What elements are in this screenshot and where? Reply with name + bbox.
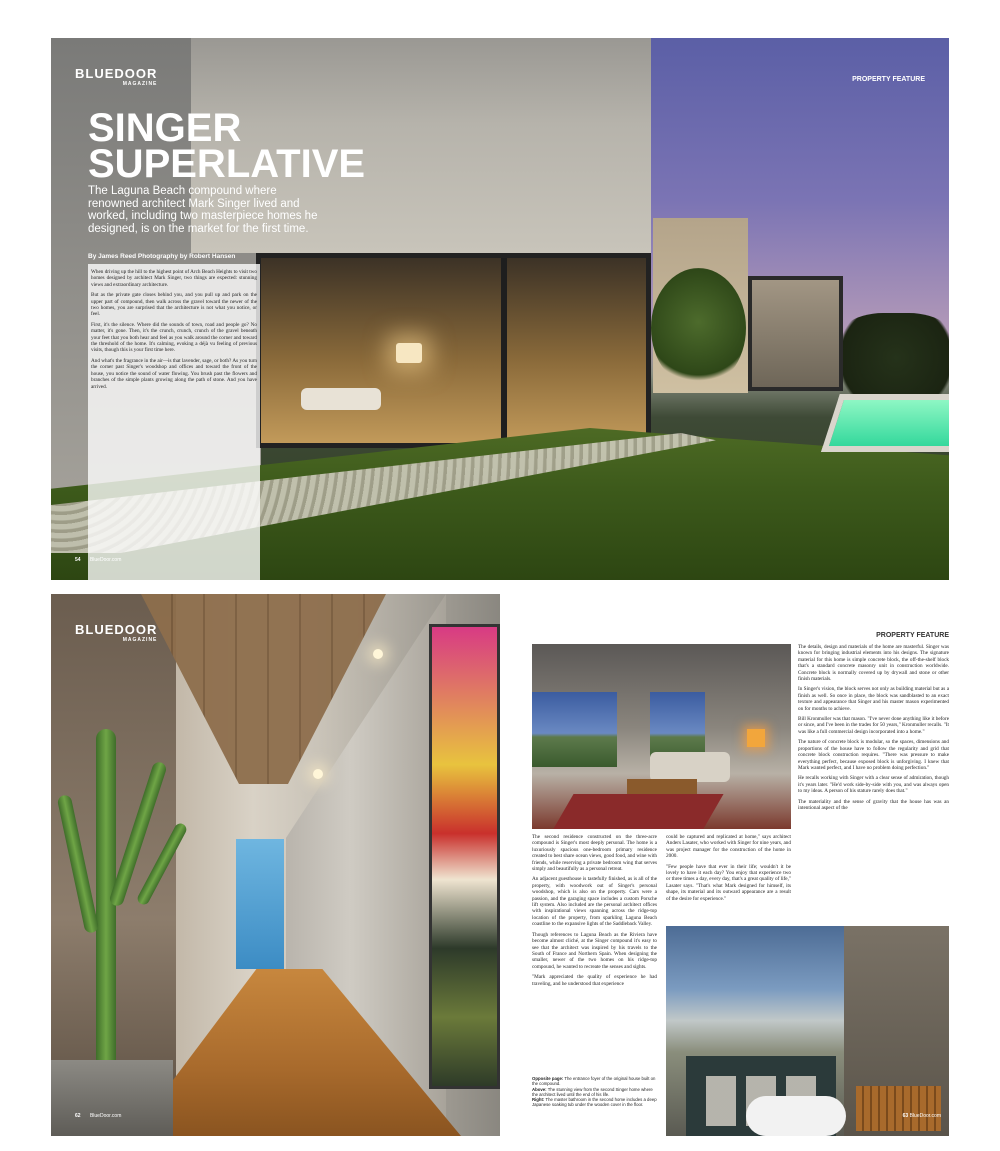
magazine-logo: BLUEDOOR MAGAZINE bbox=[75, 66, 158, 87]
article-paragraph: The second residence constructed on the three-acre compound is Singer's most deeply personal. The home is a luxuriously spacious one-bedroom primary residence created to best share ocean views, good food, and wine with friends, while reserving a private bedroom wing that serves simply and beautifully as a personal retreat. bbox=[532, 834, 657, 873]
article-paragraph: An adjacent guesthouse is tastefully finished, as is all of the property, with woodwork out of Singer's personal woodshop, which is also on the property. Cars were a passion, and the garaging space includes a custom Porsche lift system. Also included are the personal architect offices with inspirational views spanning across the ridge-top location of the property, from sparkling Laguna Beach coastline to the expansive lights of the Saddleback Valley. bbox=[532, 876, 657, 928]
abstract-painting bbox=[429, 624, 500, 1089]
article-paragraph: could be captured and replicated at home," says architect Anders Lasater, who worked with Singer for nine years, and was project manager for the construction of the home in 2000. bbox=[666, 834, 791, 860]
bathroom-view-photo bbox=[666, 926, 949, 1136]
article-column-1 bbox=[532, 834, 657, 991]
byline: By James Reed Photography by Robert Hansen bbox=[88, 253, 236, 260]
intro-text-box bbox=[88, 264, 260, 580]
wall-sconce-icon bbox=[373, 649, 383, 659]
magazine-logo: BLUEDOOR MAGAZINE bbox=[75, 622, 158, 643]
article-paragraph: He recalls working with Singer with a clear sense of admiration, though it's years later. "He'd work side-by-side with you, and was always open to my ideas. A person of his stature rarely does that." bbox=[798, 775, 949, 795]
blue-glass-door bbox=[236, 839, 284, 969]
article-paragraph: "Mark appreciated the quality of experience he had traveling, and he understood that experience bbox=[532, 974, 657, 987]
feature-dek: The Laguna Beach compound where renowned architect Mark Singer lived and worked, including two masterpiece homes he designed, is on the market for the first time. bbox=[88, 185, 318, 235]
feature-opening-spread bbox=[51, 38, 949, 580]
intro-paragraph: When driving up the hill to the highest point of Arch Beach Heights to visit two homes designed by architect Mark Singer, two things are expected: stunning views and extraordinary architecture. bbox=[91, 269, 257, 288]
page-folio bbox=[895, 1113, 941, 1119]
article-paragraph: The details, design and materials of the home are masterful. Singer was known for bringing industrial elements into his designs. The signature material for this home is simple concrete block, the off-the-shelf block that's a standard concrete masonry unit in construction worldwide. Concrete block is normally covered up by drywall and stone or other finish materials. bbox=[798, 644, 949, 683]
page-folio bbox=[75, 1113, 121, 1119]
caption-text: The master bathroom in the second home includes a deep Japanese soaking tub under the wooden cover in the floor. bbox=[532, 1097, 657, 1108]
planter-pot bbox=[51, 1060, 173, 1136]
wall-sconce-icon bbox=[313, 769, 323, 779]
caption-lead: Above: bbox=[532, 1086, 547, 1092]
article-text-page bbox=[500, 594, 949, 1136]
pavilion-photo bbox=[748, 276, 843, 391]
page-folio bbox=[75, 557, 121, 563]
caption-lead: Opposite page: bbox=[532, 1076, 564, 1081]
section-label: PROPERTY FEATURE bbox=[852, 76, 925, 83]
page-number: 54 bbox=[75, 557, 81, 563]
page-number: 63 bbox=[902, 1113, 909, 1119]
section-label: PROPERTY FEATURE bbox=[876, 632, 949, 639]
title-line-1: SINGER bbox=[88, 106, 242, 150]
photo-captions bbox=[532, 1076, 657, 1108]
article-paragraph: The nature of concrete block is modular, so the spaces, dimensions and proportions of the house have to follow the regularity and grid that concrete block construction requires. "There was pressure to make everything perfect, because exposed block is unforgiving. I knew that Mark wanted perfect, and I have no problem doing perfection." bbox=[798, 739, 949, 771]
caption-lead: Right: bbox=[532, 1097, 545, 1103]
hallway-photo-page bbox=[51, 594, 500, 1136]
article-paragraph: "Few people have that ever in their life; wouldn't it be lovely to have it each day? You enjoy that experience two or three times a day, every day, that's a great quality of life," Lasater says. "That's what Mark designed for himself, its shape, its material and its outward appearance are a result of the desire for experience." bbox=[666, 863, 791, 902]
article-column-2 bbox=[666, 834, 791, 906]
folio-site: BlueDoor.com bbox=[89, 1113, 122, 1119]
caption-text: The entrance foyer of the original house built on the compound. bbox=[532, 1076, 656, 1087]
folio-site: BlueDoor.com bbox=[89, 557, 122, 563]
tree-photo bbox=[651, 268, 746, 388]
page-number: 62 bbox=[75, 1113, 81, 1119]
article-paragraph: In Singer's vision, the block serves not only as building material but as a finish as well. So once in place, the block was sandblasted to an exact texture and appearance that Singer and his master mason experimented on for months to achieve. bbox=[798, 686, 949, 712]
article-paragraph: Bill Kronmuller was that mason. "I've never done anything like it before or since, and I've been in the trades for 50 years," Kronmuller recalls. "It was like a full commercial design incorporated into a home." bbox=[798, 716, 949, 735]
intro-paragraph: But as the private gate closes behind you, and you pull up and park on the upper part of compound, then walk across the gravel toward the newer of the two homes, you are surprised that the architecture is not what you notice, or feel. bbox=[91, 292, 257, 318]
feature-title bbox=[88, 106, 366, 186]
background-trees-photo bbox=[831, 313, 949, 403]
living-room-photo bbox=[532, 644, 791, 829]
intro-paragraph: And what's the fragrance in the air—is that lavender, sage, or both? As you turn the corner past Singer's woodshop and offices and toward the front of the house, you notice the sound of water flowing. You brush past the flowers and branches of the simple plants growing along the path of stone. And you have arrived. bbox=[91, 357, 257, 390]
article-paragraph: The materiality and the sense of gravity that the house has was an intentional aspect of the bbox=[798, 798, 949, 811]
caption-text: The stunning view from the second Singer home where the architect lived until the end of his life. bbox=[532, 1086, 653, 1097]
title-line-2: SUPERLATIVE bbox=[88, 142, 366, 186]
article-paragraph: Though references to Laguna Beach as the Riviera have become almost cliché, at the Singer compound it's easy to see that the architect was inspired by his travels to the South of France and Northern Spain. When designing the smaller, newer of the two homes on his ridge-top compound, he wanted to recreate the senses and sights. bbox=[532, 931, 657, 970]
folio-site: BlueDoor.com bbox=[909, 1113, 941, 1119]
article-column-3 bbox=[798, 644, 949, 815]
intro-paragraph: First, it's the silence. Where did the sounds of town, road and people go? No matter, it's gone. Then, it's the crunch, crunch, crunch of the gravel beneath your feet that you both hear and feel as you walk around the corner and toward the threshold of the home. It's calming, evoking a déjà vu feeling of previous visits, though this is your first time here. bbox=[91, 321, 257, 354]
pool-photo bbox=[821, 394, 949, 452]
glass-facade-photo bbox=[256, 253, 651, 448]
